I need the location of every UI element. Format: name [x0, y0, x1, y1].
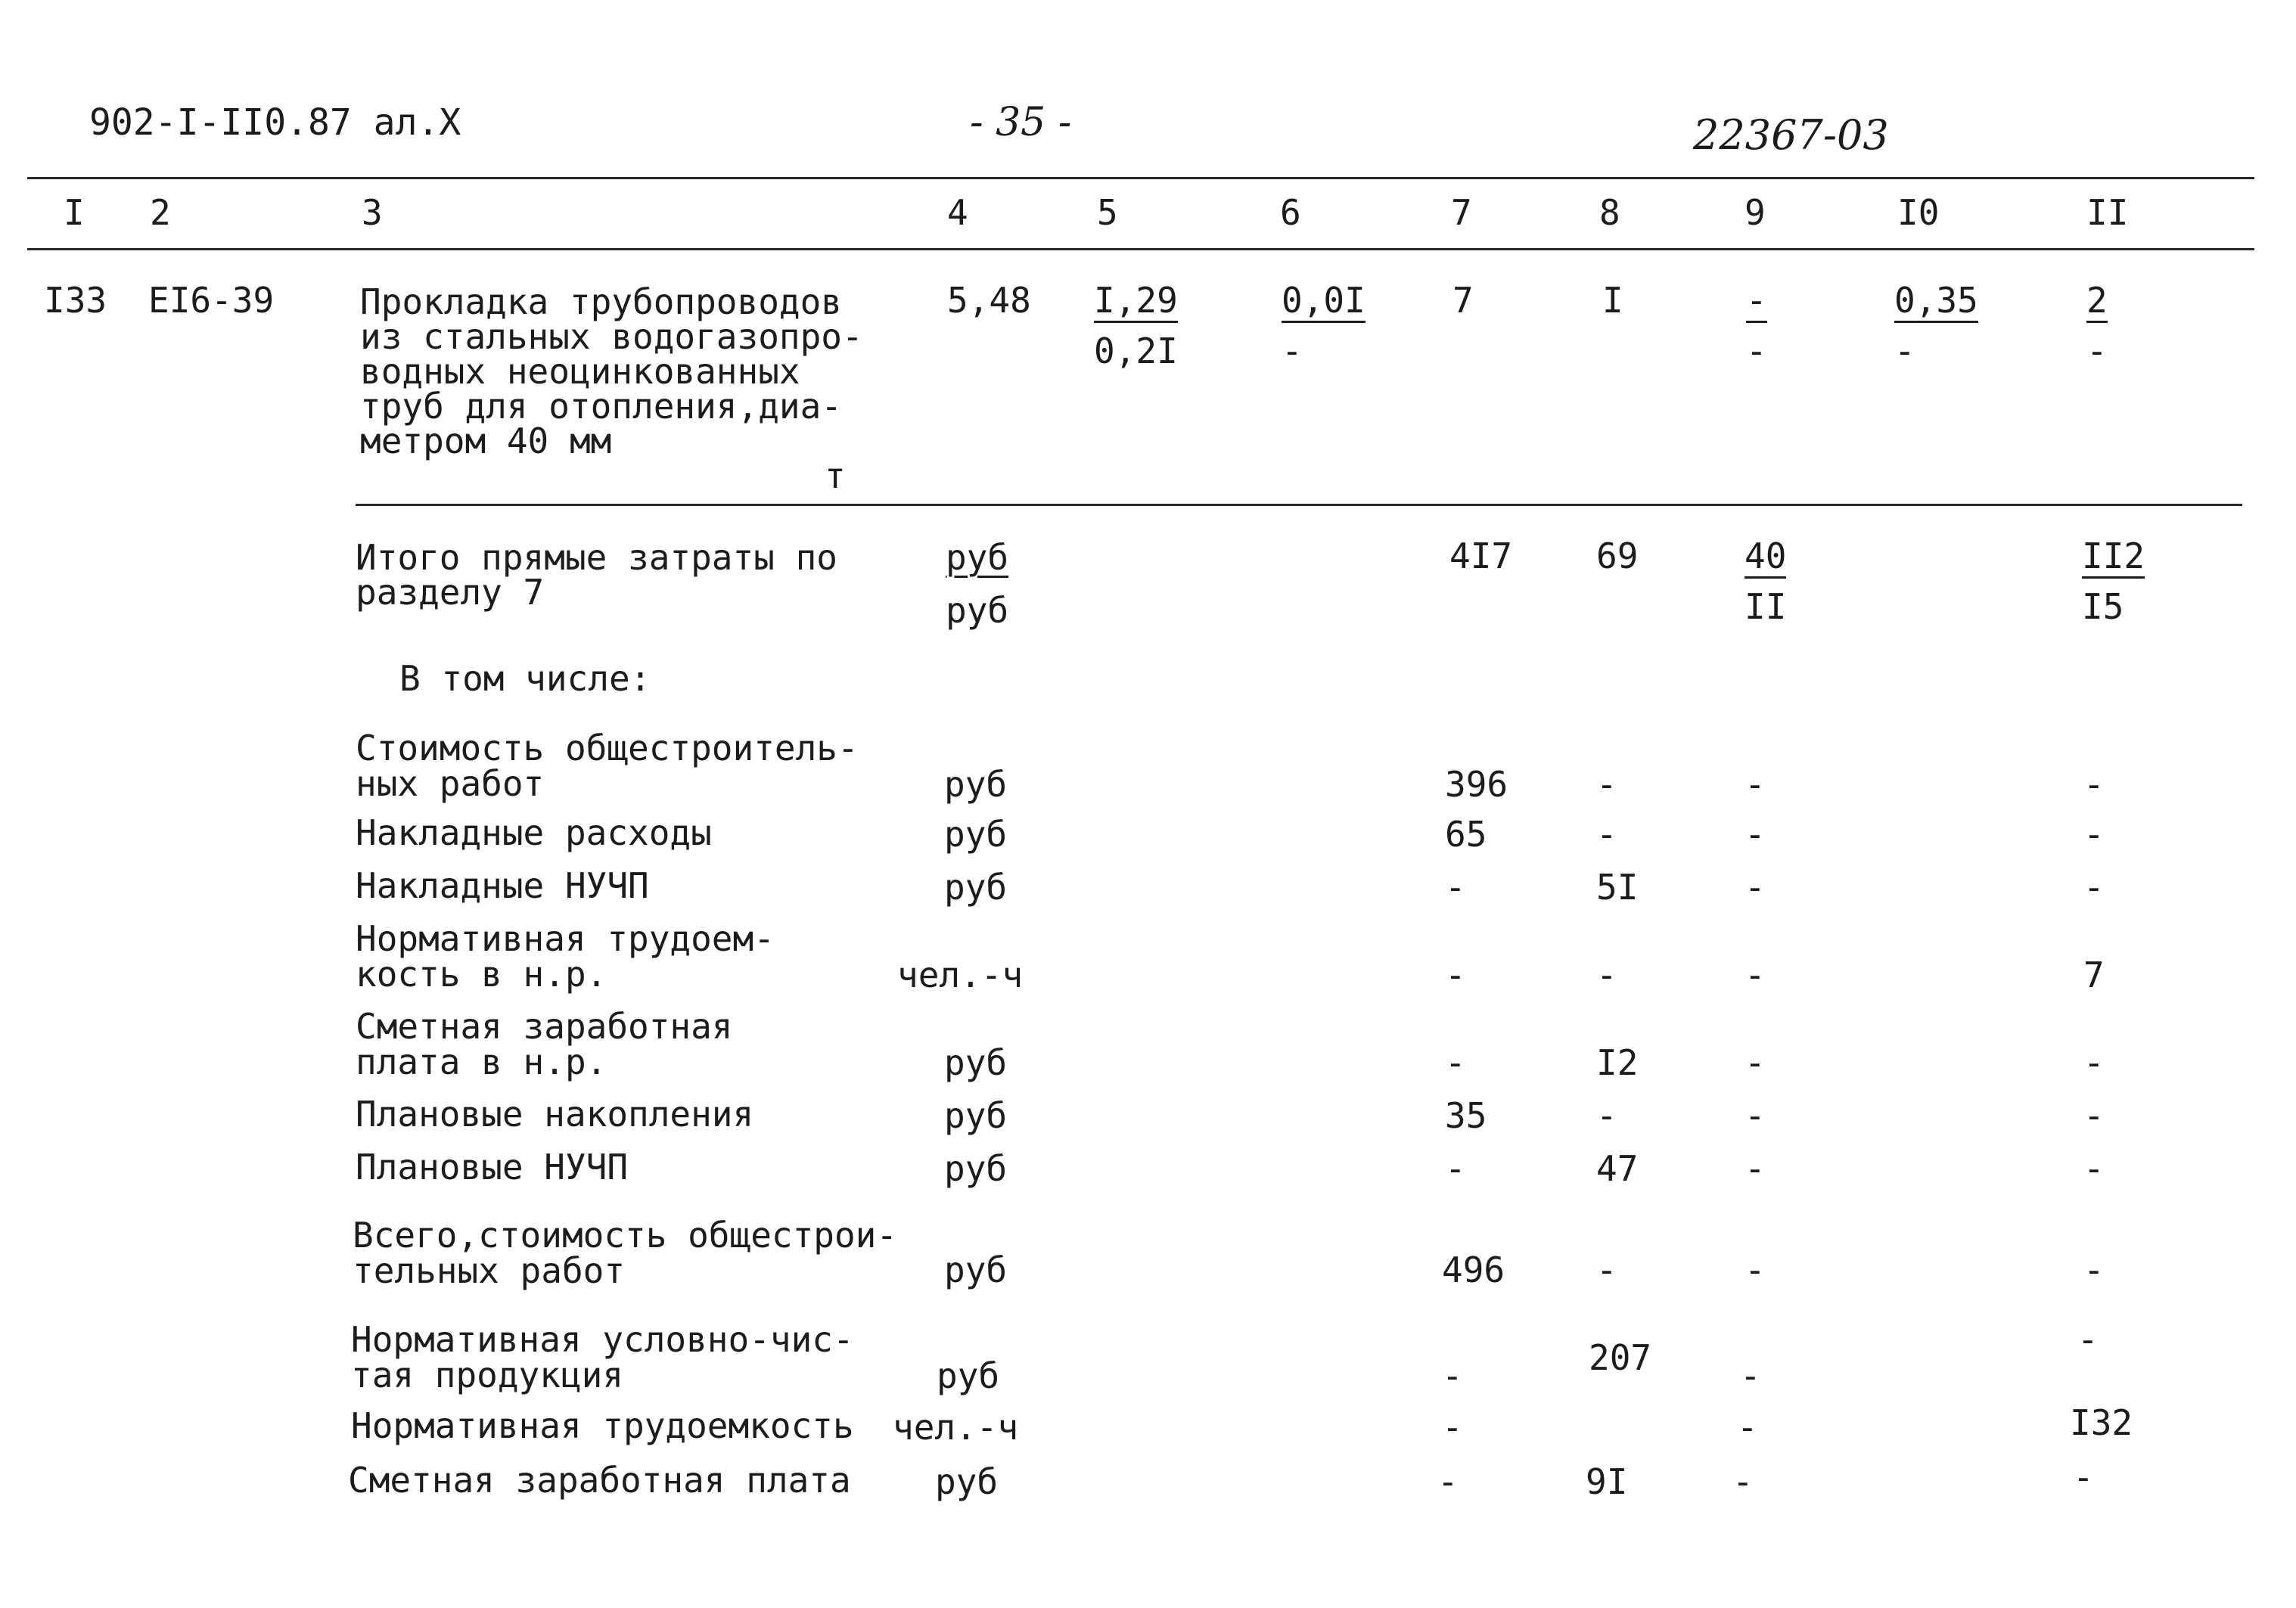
total-col11 [2082, 535, 2145, 627]
breakdown-row-unit: руб [935, 1461, 999, 1502]
total-unit-bottom: руб [946, 590, 1009, 631]
column-header-4: 4 [947, 192, 968, 233]
document-code: 902-I-II0.87 ал.X [89, 101, 461, 144]
item-col6-top: 0,0I [1282, 283, 1365, 323]
breakdown-row-col9: - [1745, 1095, 1766, 1136]
breakdown-row-col7: - [1442, 1355, 1463, 1396]
total-col11-top: II2 [2082, 539, 2145, 579]
breakdown-row-col11: 7 [2083, 955, 2105, 995]
breakdown-row-label: Нормативная трудоем- кость в н.р. [356, 918, 775, 995]
breakdown-row-col11: - [2083, 867, 2105, 908]
breakdown-row-label: Нормативная трудоемкость [351, 1405, 854, 1446]
item-col4: 5,48 [947, 280, 1031, 321]
table-top-rule [27, 177, 2254, 179]
breakdown-row-col9: - [1745, 814, 1766, 855]
breakdown-row-label: Плановые накопления [356, 1094, 754, 1135]
total-label-line: разделу 7 [356, 572, 545, 613]
item-separator-rule [356, 504, 2242, 506]
item-description [360, 281, 863, 461]
breakdown-row-unit: руб [944, 1148, 1008, 1189]
breakdown-row-col8: 207 [1589, 1337, 1652, 1378]
breakdown-row-col7: 396 [1445, 764, 1508, 805]
total-label-line: Итого прямые затраты по [356, 537, 837, 578]
item-col5-bottom: 0,2I [1094, 331, 1178, 371]
column-header-5: 5 [1097, 192, 1118, 233]
breakdown-row-unit: руб [944, 1095, 1008, 1136]
page-number: - 35 - [970, 100, 1072, 145]
item-col5-top: I,29 [1094, 283, 1178, 323]
item-col8: I [1602, 280, 1623, 321]
column-header-6: 6 [1280, 192, 1301, 233]
breakdown-row-col11: - [2083, 814, 2105, 855]
breakdown-row-col7: - [1445, 867, 1466, 908]
breakdown-row-unit: руб [937, 1355, 1000, 1396]
column-header-11: II [2086, 192, 2129, 233]
item-description-line: Прокладка трубопроводов [360, 281, 842, 322]
breakdown-row-col7: - [1442, 1407, 1463, 1448]
item-col9-top: - [1746, 283, 1767, 323]
column-header-7: 7 [1451, 192, 1472, 233]
item-description-line: труб для отопления,диа- [360, 386, 842, 427]
header-bottom-rule [27, 248, 2254, 250]
item-col11 [2086, 280, 2108, 371]
breakdown-row-unit: руб [944, 764, 1008, 805]
breakdown-row-label: Накладные НУЧП [356, 865, 649, 906]
item-description-line: водных неоцинкованных [360, 351, 800, 392]
breakdown-row-col8: I2 [1596, 1042, 1639, 1083]
breakdown-row-col11: I32 [2070, 1402, 2133, 1443]
item-description-line: метром 40 мм [360, 421, 612, 461]
item-col5 [1094, 280, 1178, 371]
breakdown-row-col8: - [1596, 1095, 1617, 1136]
breakdown-row-col7: - [1445, 1148, 1466, 1189]
breakdown-row-col7: - [1437, 1461, 1459, 1502]
breakdown-row-col11: - [2083, 1249, 2105, 1290]
item-col10 [1894, 280, 1978, 371]
breakdown-row-label: Нормативная условно-чис- тая продукция [351, 1319, 854, 1395]
total-col7: 4I7 [1449, 535, 1513, 576]
breakdown-row-col8: 5I [1596, 867, 1639, 908]
breakdown-row-col11: - [2083, 1042, 2105, 1083]
item-col9-bottom: - [1746, 331, 1767, 371]
item-unit: т [825, 455, 846, 496]
breakdown-row-col8: 47 [1596, 1148, 1639, 1189]
breakdown-row-col8: - [1596, 955, 1617, 995]
breakdown-row-label: Всего,стоимость общестрои- тельных работ [353, 1215, 898, 1291]
breakdown-row-col11: - [2083, 764, 2105, 805]
breakdown-row-col7: - [1445, 1042, 1466, 1083]
column-header-8: 8 [1599, 192, 1620, 233]
breakdown-row-label: Сметная заработная плата [348, 1460, 851, 1501]
breakdown-row-col7: 496 [1442, 1249, 1505, 1290]
breakdown-row-col11: - [2073, 1457, 2094, 1498]
breakdown-row-col11: - [2083, 1148, 2105, 1189]
breakdown-row-label: Плановые НУЧП [356, 1147, 629, 1187]
breakdown-row-unit: руб [944, 814, 1008, 855]
breakdown-row-label: Накладные расходы [356, 812, 712, 853]
breakdown-row-label: Стоимость общестроитель- ных работ [356, 728, 859, 804]
breakdown-row-col9: - [1737, 1407, 1758, 1448]
column-header-9: 9 [1745, 192, 1766, 233]
total-col9-bottom: II [1745, 586, 1787, 627]
breakdown-row-col7: 35 [1445, 1095, 1487, 1136]
breakdown-row-col9: - [1732, 1461, 1754, 1502]
album-code: 22367-03 [1693, 111, 1889, 159]
total-col8: 69 [1596, 535, 1639, 576]
breakdown-row-col8: - [1596, 814, 1617, 855]
total-unit-top: руб [946, 537, 1009, 578]
including-label: В том числе: [399, 658, 651, 699]
breakdown-row-unit: руб [944, 1042, 1008, 1083]
column-header-10: I0 [1897, 192, 1940, 233]
breakdown-row-col11: - [2083, 1095, 2105, 1136]
breakdown-row-col8: - [1596, 1249, 1617, 1290]
breakdown-row-col9: - [1745, 867, 1766, 908]
item-col11-bottom: - [2086, 331, 2108, 371]
breakdown-row-col9: - [1745, 764, 1766, 805]
breakdown-row-col7: - [1445, 955, 1466, 995]
item-col9 [1746, 280, 1767, 371]
total-col9-top: 40 [1745, 539, 1786, 579]
breakdown-row-col7: 65 [1445, 814, 1487, 855]
item-col11-top: 2 [2086, 283, 2108, 323]
item-number: I33 [44, 280, 107, 321]
item-col6 [1282, 280, 1365, 371]
breakdown-row-col9: - [1745, 1148, 1766, 1189]
breakdown-row-col11: - [2077, 1319, 2099, 1360]
item-code: EI6-39 [148, 280, 275, 321]
item-col10-top: 0,35 [1894, 283, 1978, 323]
breakdown-row-unit: чел.-ч [897, 955, 1024, 995]
total-col11-bottom: I5 [2082, 586, 2124, 627]
item-col6-bottom: - [1282, 331, 1303, 371]
breakdown-row-unit: руб [944, 867, 1008, 908]
breakdown-row-unit: руб [944, 1249, 1008, 1290]
breakdown-row-col9: - [1745, 955, 1766, 995]
column-header-3: 3 [362, 192, 383, 233]
total-label [356, 537, 837, 613]
item-col10-bottom: - [1894, 331, 1915, 371]
breakdown-row-unit: чел.-ч [893, 1407, 1019, 1448]
item-description-line: из стальных водогазопро- [360, 316, 863, 357]
column-header-2: 2 [150, 192, 171, 233]
breakdown-row-col8: 9I [1586, 1461, 1628, 1502]
total-col9 [1745, 535, 1787, 627]
breakdown-row-label: Сметная заработная плата в н.р. [356, 1006, 733, 1082]
breakdown-row-col8: - [1596, 764, 1617, 805]
breakdown-row-col9: - [1740, 1355, 1761, 1396]
item-col7: 7 [1452, 280, 1474, 321]
breakdown-row-col9: - [1745, 1042, 1766, 1083]
column-header-1: I [64, 192, 85, 233]
breakdown-row-col9: - [1745, 1249, 1766, 1290]
